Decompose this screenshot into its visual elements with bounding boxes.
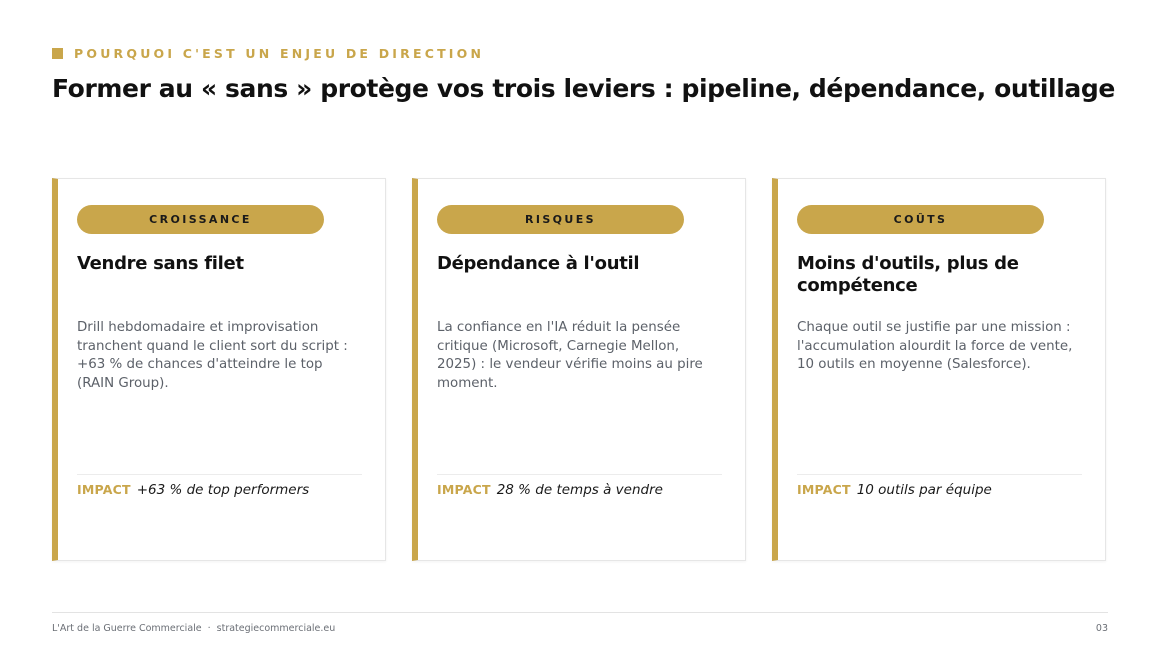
impact-value: +63 % de top performers <box>136 482 310 498</box>
card-divider <box>77 474 362 475</box>
card-impact <box>797 482 992 498</box>
impact-value: 10 outils par équipe <box>856 482 992 498</box>
eyebrow-square-icon <box>52 48 63 59</box>
card-body: La confiance en l'IA réduit la pensée critique (Microsoft, Carnegie Mellon, 2025) : le vendeur vérifie moins au pire moment. <box>437 320 703 391</box>
eyebrow-label: POURQUOI C'EST UN ENJEU DE DIRECTION <box>74 46 485 61</box>
page-number: 03 <box>1095 623 1108 634</box>
card-body: Chaque outil se justifie par une mission : l'accumulation alourdit la force de vente, 10 outils en moyenne (Salesforce). <box>797 320 1073 372</box>
cards-row <box>52 178 1106 561</box>
footer-credits <box>52 623 335 634</box>
card-tag <box>437 205 684 234</box>
card-impact <box>77 482 309 498</box>
card-tag-label: CROISSANCE <box>149 213 252 226</box>
card-croissance <box>52 178 386 561</box>
footer-brand: L'Art de la Guerre Commerciale <box>52 623 202 634</box>
card-tag <box>77 205 324 234</box>
card-body: Drill hebdomadaire et improvisation tranchent quand le client sort du script : +63 % de chances d'atteindre le top (RAIN Group). <box>77 320 348 391</box>
card-tag-label: RISQUES <box>524 213 596 226</box>
card-risques <box>412 178 746 561</box>
section-eyebrow <box>52 46 484 61</box>
footer-separator: · <box>207 623 211 634</box>
card-heading: Moins d'outils, plus de compétence <box>797 253 1019 296</box>
footer-site-link[interactable]: strategiecommerciale.eu <box>216 623 336 634</box>
card-tag <box>797 205 1044 234</box>
impact-label: IMPACT <box>797 482 851 497</box>
card-divider <box>437 474 722 475</box>
page-title: Former au « sans » protège vos trois leviers : pipeline, dépendance, outillage <box>52 74 1115 103</box>
card-divider <box>797 474 1082 475</box>
card-couts <box>772 178 1106 561</box>
card-impact <box>437 482 663 498</box>
card-heading: Dépendance à l'outil <box>437 253 640 274</box>
footer-divider <box>52 612 1108 613</box>
card-tag-label: COÛTS <box>893 213 948 226</box>
card-heading: Vendre sans filet <box>77 253 244 274</box>
impact-value: 28 % de temps à vendre <box>496 482 663 498</box>
impact-label: IMPACT <box>77 482 131 497</box>
impact-label: IMPACT <box>437 482 491 497</box>
